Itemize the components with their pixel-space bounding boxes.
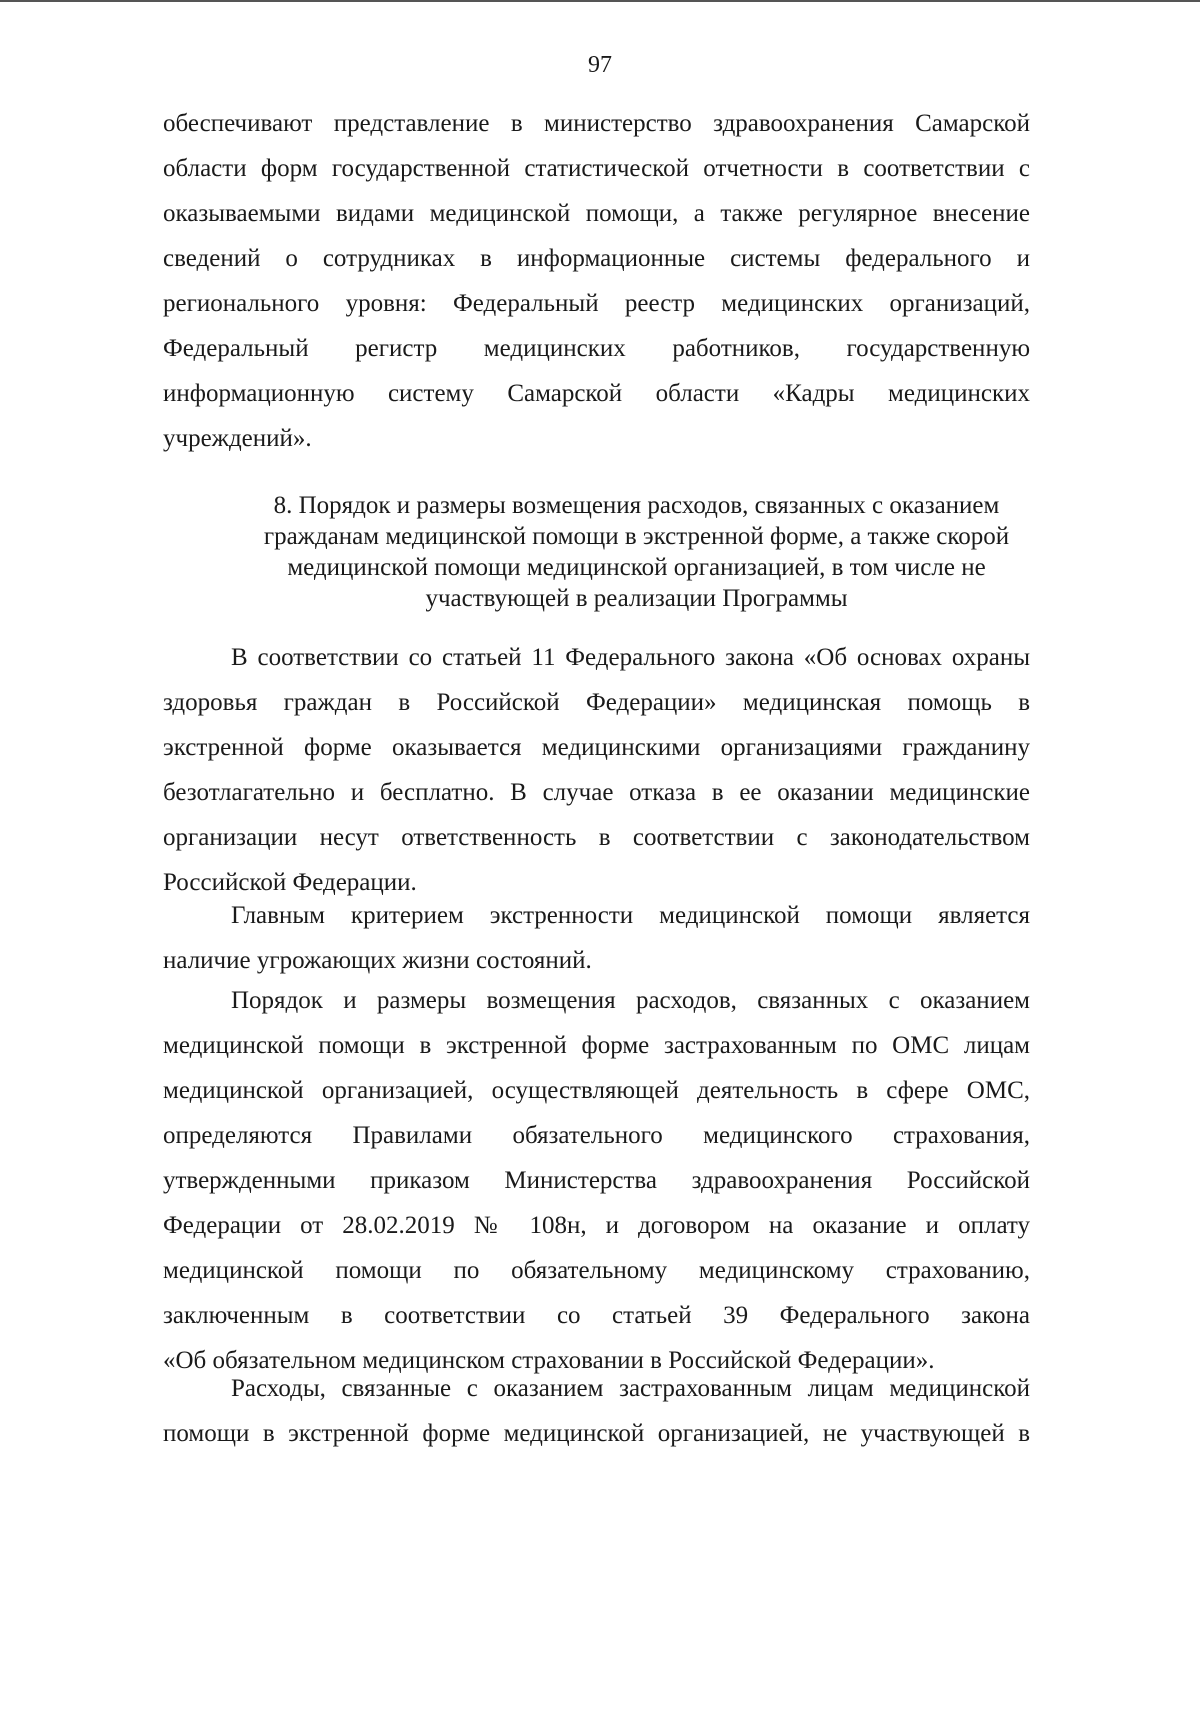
text-line: сведений о сотрудниках в информационные системы федерального и bbox=[163, 245, 1030, 272]
text-line: безотлагательно и бесплатно. В случае отказа в ее оказании медицинские bbox=[163, 779, 1030, 806]
text-line: медицинской организацией, осуществляющей деятельность в сфере ОМС, bbox=[163, 1077, 1030, 1104]
text-line: обеспечивают представление в министерство здравоохранения Самарской bbox=[163, 110, 1030, 137]
paragraph-2 bbox=[163, 635, 1030, 905]
text-line: учреждений». bbox=[163, 425, 312, 452]
paragraph-4 bbox=[163, 978, 1030, 1383]
section-heading bbox=[163, 490, 1110, 614]
text-line: области форм государственной статистической отчетности в соответствии с bbox=[163, 155, 1030, 182]
heading-line: 8. Порядок и размеры возмещения расходов, связанных с оказанием bbox=[273, 492, 1000, 519]
text-line: Расходы, связанные с оказанием застрахованным лицам медицинской bbox=[231, 1375, 1030, 1402]
heading-line: гражданам медицинской помощи в экстренной форме, а также скорой bbox=[263, 523, 1010, 550]
text-line: медицинской помощи в экстренной форме застрахованным по ОМС лицам bbox=[163, 1032, 1030, 1059]
text-line: здоровья граждан в Российской Федерации» медицинская помощь в bbox=[163, 689, 1030, 716]
text-line: Российской Федерации. bbox=[163, 869, 417, 896]
text-line: «Об обязательном медицинском страховании в Российской Федерации». bbox=[163, 1347, 935, 1374]
paragraph-5 bbox=[163, 1366, 1030, 1456]
text-line: определяются Правилами обязательного медицинского страхования, bbox=[163, 1122, 1030, 1149]
text-line: оказываемыми видами медицинской помощи, а также регулярное внесение bbox=[163, 200, 1030, 227]
paragraph-1 bbox=[163, 101, 1030, 461]
text-line: экстренной форме оказывается медицинскими организациями гражданину bbox=[163, 734, 1030, 761]
text-line: Порядок и размеры возмещения расходов, связанных с оказанием bbox=[231, 987, 1030, 1014]
text-line: утвержденными приказом Министерства здравоохранения Российской bbox=[163, 1167, 1030, 1194]
paragraph-3 bbox=[163, 893, 1030, 983]
heading-line: участвующей в реализации Программы bbox=[425, 585, 848, 612]
text-line: Федерации от 28.02.2019 № 108н, и договором на оказание и оплату bbox=[163, 1212, 1030, 1239]
text-line: медицинской помощи по обязательному медицинскому страхованию, bbox=[163, 1257, 1030, 1284]
text-line: организации несут ответственность в соответствии с законодательством bbox=[163, 824, 1030, 851]
page-number: 97 bbox=[588, 52, 612, 78]
text-line: В соответствии со статьей 11 Федерального закона «Об основах охраны bbox=[231, 644, 1030, 671]
text-line: наличие угрожающих жизни состояний. bbox=[163, 947, 592, 974]
text-line: регионального уровня: Федеральный реестр медицинских организаций, bbox=[163, 290, 1030, 317]
text-line: помощи в экстренной форме медицинской организацией, не участвующей в bbox=[163, 1420, 1030, 1447]
text-line: заключенным в соответствии со статьей 39 Федерального закона bbox=[163, 1302, 1030, 1329]
text-line: информационную систему Самарской области «Кадры медицинских bbox=[163, 380, 1030, 407]
text-line: Главным критерием экстренности медицинской помощи является bbox=[231, 902, 1030, 929]
text-line: Федеральный регистр медицинских работников, государственную bbox=[163, 335, 1030, 362]
heading-line: медицинской помощи медицинской организацией, в том числе не bbox=[287, 554, 986, 581]
scan-edge bbox=[0, 0, 1200, 2]
